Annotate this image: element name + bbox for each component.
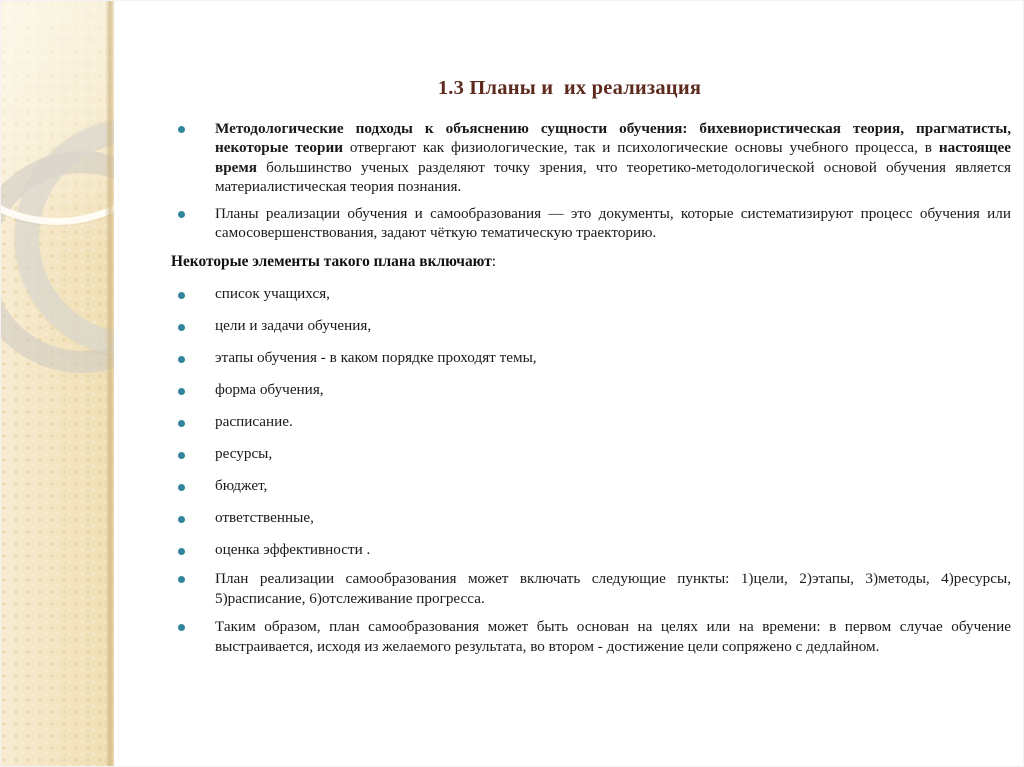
list-item: [171, 540, 1011, 560]
list-item: [171, 444, 1011, 464]
decorative-sidebar: [1, 1, 114, 767]
slide-content: [114, 1, 1024, 767]
subheading-bold-text: Некоторые элементы такого плана включают: [171, 253, 492, 271]
list-item: [171, 412, 1011, 432]
paragraph-1-bold-phrase: настоящее время: [215, 139, 1012, 176]
decorative-circle-outline: [1, 1, 114, 225]
subheading-colon: :: [491, 253, 497, 271]
item-schedule: расписание.: [215, 413, 293, 431]
bullet-icon: [178, 516, 185, 523]
bullet-icon: [178, 548, 185, 555]
item-budget: бюджет,: [215, 477, 268, 495]
bullet-icon: [178, 576, 185, 583]
paragraph-1-bold-lead: Методологические подходы к объяснению сущности обучения: бихевиористическая теория, прагматисты, некоторые теории: [215, 120, 1011, 157]
item-responsible-persons: ответственные,: [215, 509, 314, 527]
list-item: [171, 316, 1011, 336]
list-item: [171, 348, 1011, 368]
list-item: [171, 508, 1011, 528]
bullet-list: [171, 119, 1011, 656]
page-title: 1.3 Планы и их реализация: [437, 77, 702, 99]
bullet-icon: [178, 420, 185, 427]
bullet-icon: [178, 356, 185, 363]
subheading-elements-of-plan: [171, 252, 1011, 272]
bullet-icon: [178, 292, 185, 299]
list-item: [171, 617, 1011, 656]
bullet-icon: [178, 324, 185, 331]
item-goals-and-tasks: цели и задачи обучения,: [215, 317, 372, 335]
body-block: [171, 119, 1011, 656]
item-form-of-learning: форма обучения,: [215, 381, 324, 399]
bullet-icon: [178, 624, 185, 631]
list-item: [171, 476, 1011, 496]
paragraph-selfeducation-points: План реализации самообразования может включать следующие пункты: 1)цели, 2)этапы, 3)методы, 4)ресурсы, 5)расписание, 6)отслеживание прогресса.: [215, 570, 1011, 607]
bullet-icon: [178, 452, 185, 459]
paragraph-1-middle: отвергают как физиологические, так и психологические основы учебного процесса, в: [342, 139, 939, 157]
paragraph-plans-definition: Планы реализации обучения и самообразования — это документы, которые систематизируют процесс обучения или самосовершенствования, задают чёткую тематическую траекторию.: [215, 204, 1011, 242]
bullet-icon: [178, 211, 185, 218]
paragraph-conclusion: Таким образом, план самообразования может быть основан на целях или на времени: в первом случае обучение выстраивается, исходя из желаемого результата, во втором - достижение цели сопряжено с дедлайном.: [215, 618, 1011, 655]
paragraph-1-tail: большинство ученых разделяют точку зрения, что теоретико-методологической основой обучения является материалистическая теория познания.: [215, 158, 1011, 196]
sidebar-edge-strip: [105, 1, 114, 767]
item-effectiveness-evaluation: оценка эффективности .: [215, 541, 371, 559]
list-item: [171, 119, 1011, 197]
paragraph-methodological-approaches: [215, 119, 1011, 197]
list-item: [171, 569, 1011, 608]
list-item: [171, 204, 1011, 243]
item-resources: ресурсы,: [215, 445, 273, 463]
bullet-icon: [178, 126, 185, 133]
list-item: [171, 284, 1011, 304]
bullet-icon: [178, 388, 185, 395]
item-learning-stages: этапы обучения - в каком порядке проходят темы,: [215, 349, 537, 367]
list-item: [171, 380, 1011, 400]
bullet-icon: [178, 484, 185, 491]
item-students-list: список учащихся,: [215, 285, 330, 303]
